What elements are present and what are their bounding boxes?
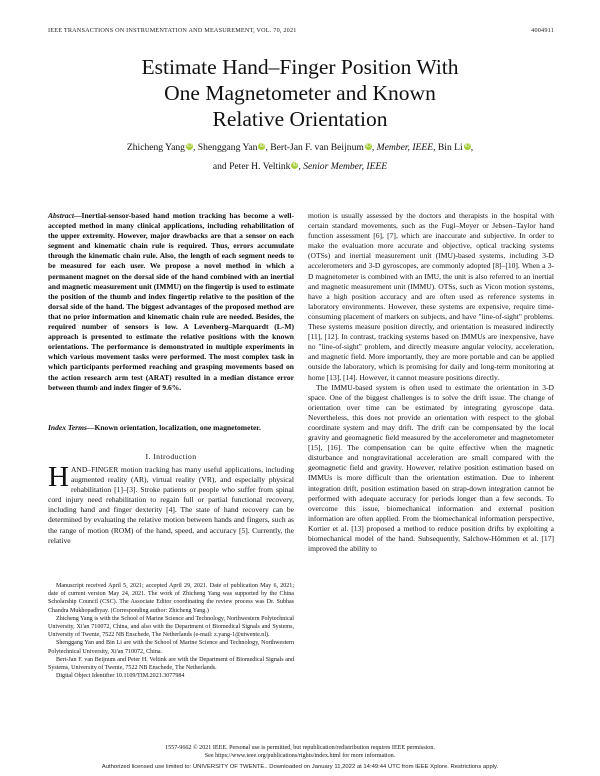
index-terms — [48, 423, 294, 433]
abstract-text: Inertial-sensor-based hand motion tracking has become a well-accepted method in many clinical applications, including rehabilitation of the upper extremity. However, major drawbacks are that a sensor on each segment and kinematic chain rule is required. Thus, errors accumulate through the kinematic chain rule. Also, the length of each segment needs to be measured for each user. We propose a novel method in which a permanent magnet on the dorsal side of the hand combined with an inertial and magnetic measurement unit (IMMU) on the fingertip is used to estimate the position of the thumb and index fingertip relative to the position of the dorsal side of the hand. The biggest advantages of the proposed method are that no prior information and kinematic chain rule are needed. Besides, the required number of sensors is low. A Levenberg–Marquardt (L-M) approach is presented to estimate the relative positions with the known orientations. The performance is demonstrated in multiple experiments in which various movement tasks were performed. The most complex task in which participants performed reaching and grasping movements based on the action research arm test (ARAT) resulted in a median distance error between thumb and index finger of 9.6%. — [48, 211, 294, 392]
author-line-1: Zhicheng Yang iD, Shenggang Yan iD, Bert-Jan F. van Beijnum iD, Member, IEEE, Bin Li iD, — [126, 142, 474, 153]
running-header-article-number: 4004911 — [531, 27, 554, 34]
right-column — [308, 211, 554, 554]
footnote-paragraph: Zhicheng Yang is with the School of Marine Science and Technology, Northwestern Polytechnical University, Xi'an 710072, China, and also with the Department of Biomedical Signals and Systems, University of Twente, 7522 NB Enschede, The Netherlands (e-mail: z.yang-1@utwente.nl). — [48, 615, 294, 639]
intro-text: AND–FINGER motion tracking has many useful applications, including augmented reality (AR), virtual reality (VR), and especially physical rehabilitation [1]–[3]. Stroke patients or people who suffer from spinal cord injury need rehabilitation to regain full or partial functional recovery, including hand and finger dexterity [4]. The state of hand recovery can be determined by evaluating the relative motion between hands and fingers, such as the range of motion (ROM) of the hand, speed, and accuracy [5]. Currently, the relative — [48, 465, 294, 545]
intro-paragraph — [48, 461, 294, 546]
index-terms-label: Index Terms— — [48, 423, 95, 432]
orcid-icon[interactable]: iD — [187, 143, 192, 149]
license-banner: Authorized licensed use limited to: UNIVERSITY OF TWENTE.. Downloaded on January 11,2022 at 14:49:44 UTC from IEEE Xplore. Restrictions apply. — [101, 764, 499, 770]
orcid-icon[interactable]: iD — [365, 143, 371, 149]
author-name: Bert-Jan F. van Beijnum — [270, 142, 364, 153]
abstract — [48, 211, 294, 393]
title-line: Estimate Hand–Finger Position With — [141, 55, 459, 79]
title-line: One Magnetometer and Known — [164, 81, 436, 105]
author-line-2: and Peter H. Veltink iD, Senior Member, IEEE — [212, 161, 388, 172]
orcid-icon[interactable]: iD — [464, 143, 470, 149]
footnote-paragraph: Bert-Jan F. van Beijnum and Peter H. Veltink are with the Department of Biomedical Signals and Systems, University of Twente, 7522 NB Enschede, The Netherlands. — [48, 656, 294, 672]
author-role: Senior Member, IEEE — [303, 161, 388, 172]
orcid-icon[interactable]: iD — [292, 162, 298, 168]
author-block — [40, 138, 560, 176]
paper-title — [0, 54, 600, 132]
author-name: Bin Li — [437, 142, 463, 153]
copyright-line[interactable]: See https://www.ieee.org/publications/rights/index.html for more information. — [204, 753, 396, 759]
footnote-paragraph: Manuscript received April 5, 2021; accepted April 29, 2021. Date of publication May 6, 2021; date of current version May 24, 2021. The work of Zhicheng Yang was supported by the China Scholarship Council (CSC). The Associate Editor coordinating the review process was Dr. Subhas Chandra Mukhopadhyay. (Corresponding author: Zhicheng Yang.) — [48, 583, 294, 614]
author-name: Zhicheng Yang — [126, 142, 185, 153]
body-paragraph: The IMMU-based system is often used to estimate the orientation in 3-D space. One of the biggest challenges is to solve the drift issue. The change of orientation over time can be estimated by integrating gyroscope data. Nevertheless, this does not provide an orientation with respect to the global coordinate system and may drift. The drift can be compensated by the local gravity and geomagnetic field measured by the accelerometer and magnetometer [15], [16]. The compensation can be quite effective when the magnetic disturbance and nongravitational acceleration are small compared with the geomagnetic field and gravity. However, relative position estimation based on IMMUs is more difficult than the orientation estimation. Due to inherent integration drift, position estimation based on strap-down integration cannot be performed with adequate accuracy for periods longer than a few seconds. To overcome this issue, biomechanical information and external position information are often applied. From the biomechanical information perspective, Kortier et al. [13] proposed a method to reduce position drifts by exploiting a biomechanical model of the hand. Subsequently, Salchow-Hömmen et al. [17] improved the ability to — [308, 382, 554, 554]
copyright-line: 1557-9662 © 2021 IEEE. Personal use is permitted, but republication/redistribution requires IEEE permission. — [165, 745, 435, 751]
orcid-icon[interactable]: iD — [259, 143, 265, 149]
running-header-journal: IEEE TRANSACTIONS ON INSTRUMENTATION AND MEASUREMENT, VOL. 70, 2021 — [48, 27, 297, 34]
footnote-paragraph: Digital Object Identifier 10.1109/TIM.2021.3077984 — [56, 673, 185, 680]
title-line: Relative Orientation — [212, 107, 388, 131]
index-terms-text: Known orientation, localization, one magnetometer. — [94, 423, 261, 432]
body-paragraph: motion is usually assessed by the doctors and therapists in the hospital with certain standard movements, such as the Fugl–Meyer or Jebsen–Taylor hand function assessment [6], [7], which are inaccurate and subjective. In order to make the evaluation more accurate and objective, optical tracking systems (OTSs) and inertial measurement unit (IMU)-based systems, including 3-D accelerometers and 3-D gyroscopes, are commonly adopted [8]–[10]. When a 3-D magnetometer is combined with an IMU, the unit is also referred to an inertial and magnetic measurement unit (IMMU). OTSs, such as Vicon motion systems, have a high position accuracy and are often used as reference systems in laboratory environments. However, these systems are expensive, require time-consuming placement of markers on subjects, and have "line-of-sight" problems. These systems measure position directly, and orientation is measured indirectly [11], [12]. In contrast, tracking systems based on IMMUs are inexpensive, have no "line-of-sight" problem, and directly measure angular velocity, acceleration, and magnetic field. More importantly, they are more portable and can be applied outside the laboratory, which is promising for daily and long-term monitoring at home [13], [14]. However, it cannot measure positions directly. — [308, 211, 554, 382]
dropcap: H — [48, 461, 69, 493]
footnote — [48, 582, 294, 680]
section-heading: I. Introduction — [145, 452, 197, 461]
copyright-notice — [0, 744, 600, 760]
footnote-paragraph: Shenggang Yan and Bin Li are with the School of Marine Science and Technology, Northwestern Polytechnical University, Xi'an 710072, China. — [48, 640, 294, 655]
abstract-label: Abstract— — [48, 211, 82, 220]
author-name: Shenggang Yan — [197, 142, 258, 153]
author-role: Member, IEEE — [376, 142, 434, 153]
author-name: and Peter H. Veltink — [212, 161, 291, 172]
